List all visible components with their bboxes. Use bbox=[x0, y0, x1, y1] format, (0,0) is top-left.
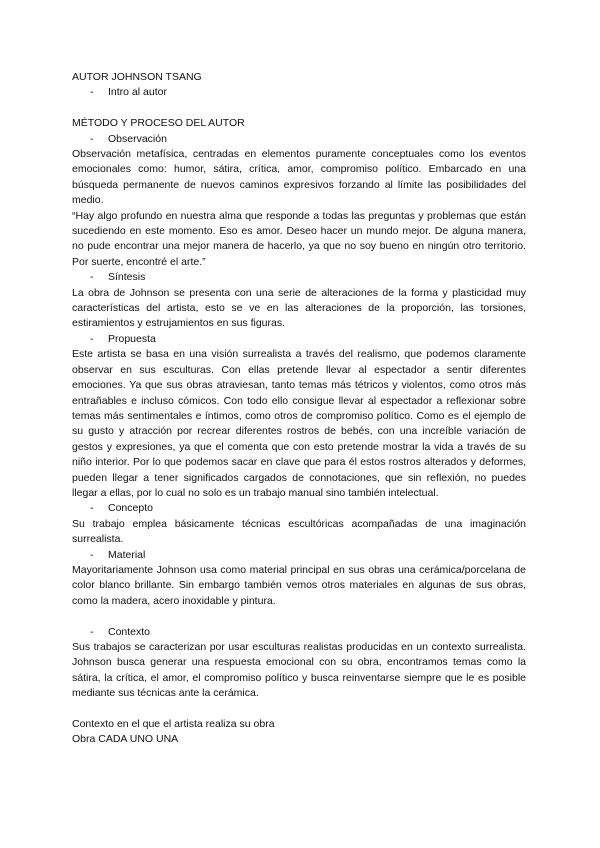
bullet-material bbox=[72, 548, 526, 563]
document-body bbox=[72, 70, 526, 748]
bullet-observacion bbox=[72, 132, 526, 147]
bullet-intro-label: Intro al autor bbox=[108, 86, 167, 99]
bullet-observacion-label: Observación bbox=[108, 132, 167, 145]
bullet-material-label: Material bbox=[108, 548, 146, 561]
contexto-paragraph: Sus trabajos se caracterizan por usar esculturas realistas producidas en un contexto surrealista. Johnson busca generar una respuesta emocional con su obra, encontramos temas como la sátira, la crítica, el amor, el compromiso político y busca reinventarse siempre que le es posible mediante sus técnicas ante la cerámica. bbox=[72, 641, 526, 700]
observacion-quote: “Hay algo profundo en nuestra alma que responde a todas las preguntas y problemas que están sucediendo en este momento. Eso es amor. Deseo hacer un mundo mejor. De alguna manera, no pude encontrar una mejor manera de hacerlo, ya que no soy bueno en ningún otro territorio. Por suerte, encontré el arte.” bbox=[72, 209, 526, 268]
observacion-paragraph: Observación metafísica, centradas en elementos puramente conceptuales como los eventos emocionales como: humor, sátira, crítica, amor, compromiso político. Embarcado en una búsqueda permanente de nuevos caminos expresivos forzando al límite las posibilidades del medio. bbox=[72, 148, 526, 207]
bullet-concepto bbox=[72, 501, 526, 516]
propuesta-paragraph: Este artista se basa en una visión surrealista a través del realismo, que podemos claramente observar en sus esculturas. Con ellas pretende llevar al espectador a sentir diferentes emociones. Ya que sus obras atraviesan, tanto temas más tétricos y violentos, como otros más entrañables e incluso cómicos. Con todo ello consigue llevar al espectador a reflexionar sobre temas más sentimentales e íntimos, como otros de compromiso político. Como es el ejemplo de su gusto y atracción por recrear diferentes rostros de bebés, con una increíble variación de gestos y expresiones, ya que el comenta que con esto pretende mostrar la vida a través de su niño interior. Por lo que podemos sacar en clave que para él estos rostros alterados y deformes, pueden llegar a tener significados cargados de connotaciones, que sin reflexión, no puedes llegar a ellas, por lo cual no solo es un trabajo manual sino también intelectual. bbox=[72, 348, 526, 499]
footer-line-2: Obra CADA UNO UNA bbox=[72, 733, 179, 746]
material-paragraph: Mayoritariamente Johnson usa como material principal en sus obras una cerámica/porcelana de color blanco brillante. Sin embargo también vemos otros materiales en algunas de sus obras, como la madera, acero inoxidable y pintura. bbox=[72, 563, 526, 607]
sintesis-paragraph: La obra de Johnson se presenta con una serie de alteraciones de la forma y plasticidad muy características del artista, esto se ve en las alteraciones de la proporción, las torsiones, estiramientos y estrujamientos en sus figuras. bbox=[72, 286, 526, 330]
bullet-propuesta-label: Propuesta bbox=[108, 332, 156, 345]
bullet-concepto-label: Concepto bbox=[108, 502, 153, 515]
bullet-dash: - bbox=[90, 332, 94, 345]
bullet-propuesta bbox=[72, 332, 526, 347]
bullet-dash: - bbox=[90, 86, 94, 99]
bullet-sintesis-label: Síntesis bbox=[108, 271, 146, 284]
concepto-paragraph: Su trabajo emplea básicamente técnicas escultóricas acompañadas de una imaginación surrealista. bbox=[72, 517, 526, 546]
bullet-dash: - bbox=[90, 132, 94, 145]
bullet-dash: - bbox=[90, 625, 94, 638]
method-heading: MÉTODO Y PROCESO DEL AUTOR bbox=[72, 117, 245, 130]
blank-line bbox=[72, 609, 526, 624]
bullet-contexto bbox=[72, 625, 526, 640]
blank-line bbox=[72, 101, 526, 116]
blank-line bbox=[72, 702, 526, 717]
bullet-sintesis bbox=[72, 270, 526, 285]
footer-line-1: Contexto en el que el artista realiza su obra bbox=[72, 718, 275, 731]
author-title: AUTOR JOHNSON TSANG bbox=[72, 71, 202, 83]
bullet-contexto-label: Contexto bbox=[108, 625, 151, 638]
bullet-dash: - bbox=[90, 548, 94, 561]
bullet-intro bbox=[72, 85, 526, 100]
bullet-dash: - bbox=[90, 271, 94, 284]
bullet-dash: - bbox=[90, 502, 94, 515]
